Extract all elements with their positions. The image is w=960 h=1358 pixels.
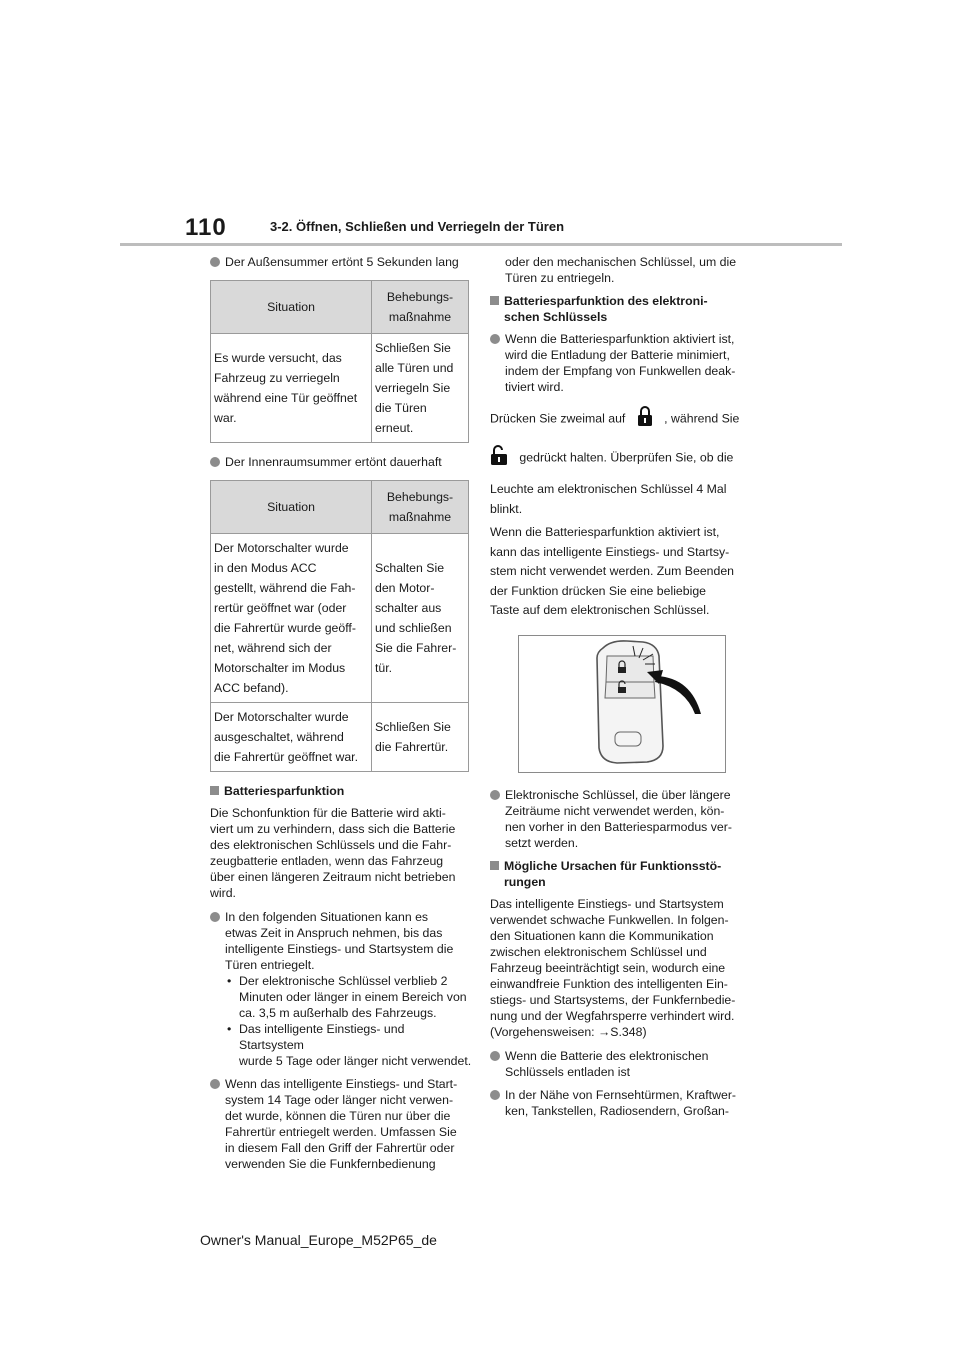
bullet-battery-minimized: Wenn die Batteriesparfunktion aktiviert ist, wird die Entladung der Batterie minimiert, indem der Empfang von Funkwellen deak- tiviert wird. <box>490 331 752 395</box>
table-cell-remedy: Schließen Sie alle Türen und verriegeln Sie die Türen erneut. <box>372 334 469 443</box>
sub-item-key-outside: • Der elektronische Schlüssel verblieb 2 Minuten oder länger in einem Bereich von ca. 3,5 m außerhalb des Fahrzeugs. <box>225 973 472 1021</box>
header-divider <box>120 243 842 246</box>
bullet-unused-keys: Elektronische Schlüssel, die über längere Zeiträume nicht verwendet werden, kön- nen vorher in den Batteriesparmodus ver- setzt werden. <box>490 787 752 851</box>
instruction-line-1 <box>490 405 752 434</box>
unlock-button-icon <box>490 444 508 473</box>
bullet-delay-situations: In den folgenden Situationen kann es etwas Zeit in Anspruch nehmen, bis das intelligente Einstiegs- und Startsystem die Türen entriegelt. <box>210 909 472 973</box>
instruction-text: gedrückt halten. Überprüfen Sie, ob die <box>519 450 734 464</box>
table-row <box>211 703 469 772</box>
table-row <box>211 534 469 703</box>
paragraph-possible-causes: Das intelligente Einstiegs- und Startsystem verwendet schwache Funkwellen. In folgen- den Situationen kann die Kommunikation zwischen elektronischem Schlüssel und Fahrzeug beeinträchtigt sein, wodurch eine einwandfreie Funktion des intelligenten Ein- stiegs- und Startsystems, der Funkfernbedie- nung und der Wegfahrsperre verhindert wird. (Vorgehensweisen: →S.348) <box>490 896 736 1039</box>
lock-button-icon <box>637 405 653 434</box>
sub-item-not-used: • Das intelligente Einstiegs- und Startsystem wurde 5 Tage oder länger nicht verwendet. <box>225 1021 472 1069</box>
table-header-remedy: Behebungs- maßnahme <box>372 281 469 334</box>
instruction-line-3: Leuchte am elektronischen Schlüssel 4 Mal blinkt. <box>490 482 727 516</box>
instruction-line-2 <box>490 444 752 473</box>
heading-battery-saving: Batteriesparfunktion <box>210 783 472 799</box>
right-column <box>490 254 752 1126</box>
table-inner-buzzer <box>210 480 469 772</box>
table-cell-situation: Der Motorschalter wurde ausgeschaltet, während die Fahrertür geöffnet war. <box>211 703 372 772</box>
bullet-battery-empty: Wenn die Batterie des elektronischen Schlüssels entladen ist <box>490 1048 752 1080</box>
heading-key-battery-saving: Batteriesparfunktion des elektroni- schen Schlüssels <box>490 293 752 325</box>
paragraph-continuation: oder den mechanischen Schlüssel, um die Türen zu entriegeln. <box>505 255 737 285</box>
bullet-near-towers: In der Nähe von Fernsehtürmen, Kraftwer- ken, Tankstellen, Radiosendern, Großan- <box>490 1087 752 1119</box>
table-header-situation: Situation <box>211 481 372 534</box>
table-outer-buzzer <box>210 280 469 443</box>
heading-possible-causes: Mögliche Ursachen für Funktionsstö- rungen <box>490 858 752 890</box>
table-header-situation: Situation <box>211 281 372 334</box>
bullet-inner-buzzer: Der Innenraumsummer ertönt dauerhaft <box>210 454 472 470</box>
table-header-remedy: Behebungs- maßnahme <box>372 481 469 534</box>
table-cell-remedy: Schließen Sie die Fahrertür. <box>372 703 469 772</box>
instruction-text: , während Sie <box>664 411 740 426</box>
bullet-14-days: Wenn das intelligente Einstiegs- und Start- system 14 Tage oder länger nicht verwen- det wurde, können die Türen nur über die Fahrertür entriegelt werden. Umfassen Sie in diesem Fall den Griff der Fahrertür oder verwenden Sie die Funkfernbedienung <box>210 1076 472 1172</box>
left-column <box>210 254 472 1179</box>
table-cell-situation: Der Motorschalter wurde in den Modus ACC gestellt, während die Fah- rertür geöffnet war (oder die Fahrertür wurde geöff- net, während sich der Motorschalter im Modus ACC befand). <box>211 534 372 703</box>
instruction-text: Drücken Sie zweimal auf <box>490 411 626 426</box>
page-number: 110 <box>185 214 227 241</box>
section-title: 3-2. Öffnen, Schließen und Verriegeln der Türen <box>270 219 565 234</box>
paragraph-battery-saving: Die Schonfunktion für die Batterie wird akti- viert um zu verhindern, dass sich die Batterie des elektronischen Schlüssels und die Fahr- zeugbatterie entladen, wenn das Fahrzeug über einen längeren Zeitraum nicht betrieben wird. <box>210 806 456 900</box>
table-row <box>211 334 469 443</box>
table-cell-remedy: Schalten Sie den Motor- schalter aus und schließen Sie die Fahrer- tür. <box>372 534 469 703</box>
instruction-line-4: Wenn die Batteriesparfunktion aktiviert ist, kann das intelligente Einstiegs- und Startsy- stem nicht verwendet werden. Zum Beenden der Funktion drücken Sie eine beliebige Taste auf dem elektronischen Schlüssel. <box>490 525 735 617</box>
smart-key-illustration <box>518 635 726 773</box>
bullet-outer-buzzer: Der Außensummer ertönt 5 Sekunden lang <box>210 254 472 270</box>
table-cell-situation: Es wurde versucht, das Fahrzeug zu verriegeln während eine Tür geöffnet war. <box>211 334 372 443</box>
footer-manual-id: Owner's Manual_Europe_M52P65_de <box>200 1232 437 1248</box>
